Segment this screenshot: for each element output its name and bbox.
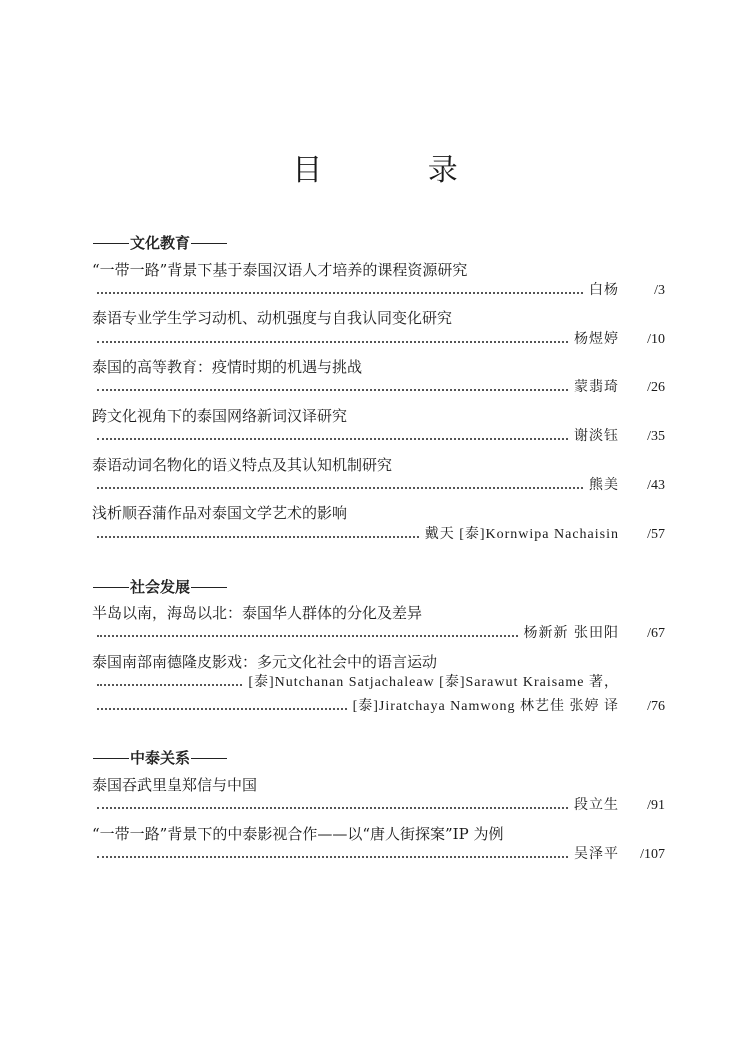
toc-entry-title[interactable]: 半岛以南，海岛以北：泰国华人群体的分化及差异: [92, 604, 423, 622]
toc-entry-leader-line[interactable]: [97, 523, 665, 543]
toc-entry-leader-line[interactable]: [97, 425, 665, 445]
dot-leader: [97, 487, 583, 489]
dot-leader: [97, 684, 242, 686]
dot-leader: [97, 708, 347, 710]
toc-entry-title[interactable]: “一带一路”背景下基于泰国汉语人才培养的课程资源研究: [92, 261, 468, 279]
toc-entry-leader-line[interactable]: [97, 328, 665, 348]
toc-entry-author: 戴天 [泰]Kornwipa Nachaisin: [424, 527, 619, 542]
toc-entry-page[interactable]: /91: [647, 798, 665, 813]
toc-entry-title[interactable]: 泰国南部南德隆皮影戏：多元文化社会中的语言运动: [92, 653, 438, 671]
rule-left: [93, 587, 129, 588]
toc-entry-page[interactable]: /35: [647, 429, 665, 444]
toc-entry-page[interactable]: /57: [647, 527, 665, 542]
toc-entry-page[interactable]: /3: [654, 283, 665, 298]
dot-leader: [97, 292, 583, 294]
toc-entry-page[interactable]: /67: [647, 626, 665, 641]
toc-entry-author: 白杨: [589, 282, 619, 298]
section-header-china-thailand-relations: [92, 747, 228, 768]
toc-entry-author-line1: [泰]Nutchanan Satjachaleaw [泰]Sarawut Kraisame 著，: [248, 675, 619, 690]
toc-entry-title[interactable]: “一带一路”背景下的中泰影视合作——以“唐人街探案”IP 为例: [92, 825, 504, 843]
dot-leader: [97, 807, 568, 809]
section-header-label: 社会发展: [130, 578, 191, 596]
toc-entry-leader-line[interactable]: [97, 695, 665, 715]
dot-leader: [97, 341, 568, 343]
section-header-label: 文化教育: [130, 234, 191, 252]
section-header-culture-education: [92, 232, 228, 253]
toc-entry-title[interactable]: 泰国的高等教育：疫情时期的机遇与挑战: [92, 358, 363, 376]
toc-entry-leader-line[interactable]: [97, 376, 665, 396]
section-header-social-development: [92, 576, 228, 597]
toc-entry-page[interactable]: /107: [640, 847, 665, 862]
toc-entry-leader-line[interactable]: [97, 279, 665, 299]
toc-entry-author: 杨煜婷: [574, 331, 619, 347]
rule-right: [191, 243, 227, 244]
dot-leader: [97, 635, 518, 637]
rule-left: [93, 758, 129, 759]
toc-entry-page[interactable]: /26: [647, 380, 665, 395]
toc-entry-author: 段立生: [574, 797, 619, 813]
dot-leader: [97, 438, 568, 440]
rule-left: [93, 243, 129, 244]
section-header-label: 中泰关系: [130, 749, 191, 767]
toc-entry-author: 杨新新 张田阳: [523, 625, 619, 641]
toc-entry-author: 吴泽平: [574, 846, 619, 862]
dot-leader: [97, 536, 419, 538]
toc-entry-leader-line[interactable]: [97, 843, 665, 863]
toc-entry-author: 蒙翡琦: [574, 379, 619, 395]
toc-entry-leader-line[interactable]: [97, 474, 665, 494]
toc-entry-leader-line[interactable]: [97, 622, 665, 642]
rule-right: [191, 587, 227, 588]
dot-leader: [97, 856, 568, 858]
page-title: 目 录: [292, 153, 506, 188]
toc-entry-leader-line[interactable]: [97, 794, 665, 814]
toc-entry-title[interactable]: 泰国吞武里皇郑信与中国: [92, 776, 258, 794]
toc-entry-author: 谢淡钰: [574, 428, 619, 444]
toc-entry-leader-line: [97, 671, 665, 691]
dot-leader: [97, 389, 568, 391]
toc-entry-author: 熊美: [589, 477, 619, 493]
toc-entry-page[interactable]: /43: [647, 478, 665, 493]
toc-entry-title[interactable]: 跨文化视角下的泰国网络新词汉译研究: [92, 407, 348, 425]
toc-entry-page[interactable]: /10: [647, 332, 665, 347]
toc-entry-page[interactable]: /76: [647, 699, 665, 714]
toc-entry-title[interactable]: 泰语专业学生学习动机、动机强度与自我认同变化研究: [92, 309, 453, 327]
toc-entry-author: [泰]Jiratchaya Namwong 林艺佳 张婷 译: [352, 699, 619, 714]
rule-right: [191, 758, 227, 759]
toc-entry-title[interactable]: 泰语动词名物化的语义特点及其认知机制研究: [92, 456, 393, 474]
toc-entry-title[interactable]: 浅析顺吞蒲作品对泰国文学艺术的影响: [92, 504, 348, 522]
